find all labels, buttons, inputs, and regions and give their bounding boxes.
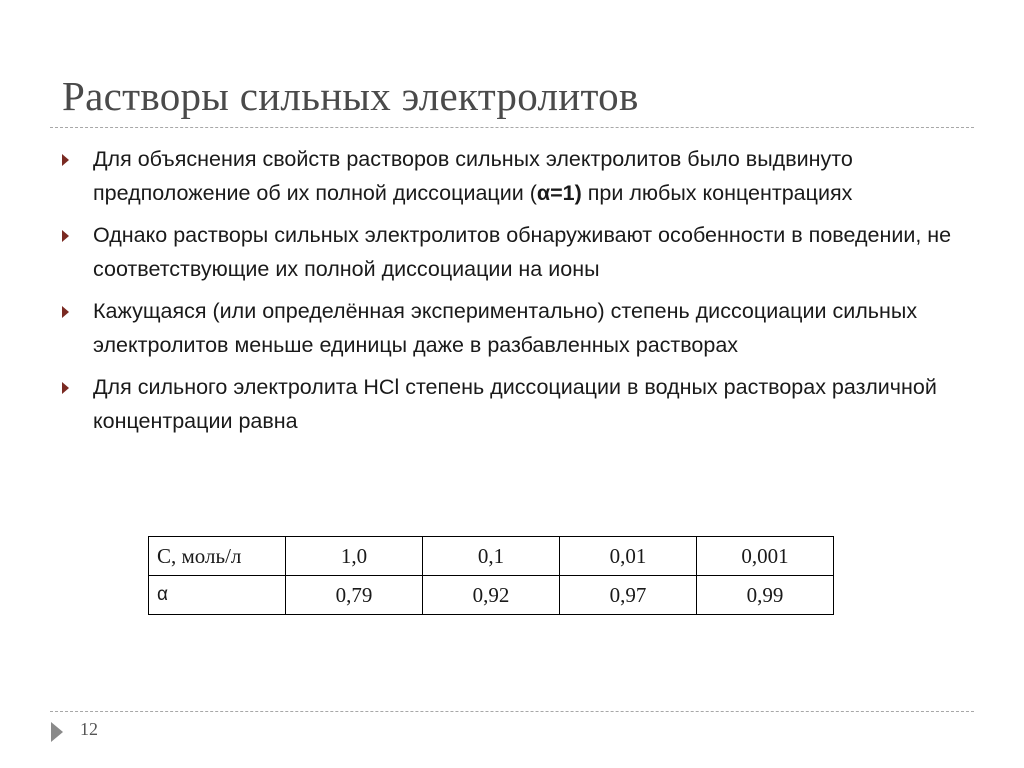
table-row-concentration	[149, 537, 834, 576]
bullet-text: Однако растворы сильных электролитов обнаруживают особенности в поведении, не соответствующие их полной диссоциации на ионы	[93, 223, 952, 281]
dissociation-table	[148, 536, 834, 615]
bullet-item	[62, 294, 962, 362]
page-number: 12	[80, 719, 98, 739]
bullet-text-end: при любых концентрациях	[581, 181, 853, 205]
alpha-value: α=1)	[536, 181, 582, 205]
table-cell: 0,01	[560, 537, 697, 576]
bullet-arrow-icon	[62, 230, 69, 242]
table-cell: 0,001	[697, 537, 834, 576]
footer-divider	[50, 711, 974, 712]
bullet-item	[62, 218, 962, 286]
bullet-item	[62, 370, 962, 438]
table-row-header: С, моль/л	[149, 537, 286, 576]
table-cell: 0,1	[423, 537, 560, 576]
table-cell: 0,79	[286, 576, 423, 615]
slide-title: Растворы сильных электролитов	[62, 73, 639, 119]
table-row-alpha	[149, 576, 834, 615]
bullet-arrow-icon	[62, 154, 69, 166]
table-cell: 0,97	[560, 576, 697, 615]
table-cell: 1,0	[286, 537, 423, 576]
bullet-text: Кажущаяся (или определённая экспериментально) степень диссоциации сильных электролитов меньше единицы даже в разбавленных растворах	[93, 299, 918, 357]
footer-arrow-icon	[51, 722, 63, 742]
bullet-arrow-icon	[62, 306, 69, 318]
table-cell: 0,99	[697, 576, 834, 615]
table-row-header: α	[149, 576, 286, 615]
table-cell: 0,92	[423, 576, 560, 615]
bullet-text: Для сильного электролита HCl степень диссоциации в водных растворах различной концентрации равна	[93, 375, 937, 433]
bullet-arrow-icon	[62, 382, 69, 394]
bullet-list	[62, 142, 962, 446]
bullet-text-start: Для объяснения свойств растворов сильных электролитов было выдвинуто предположение об их полной диссоциации (	[93, 147, 853, 205]
title-divider	[50, 127, 974, 128]
bullet-item	[62, 142, 962, 210]
